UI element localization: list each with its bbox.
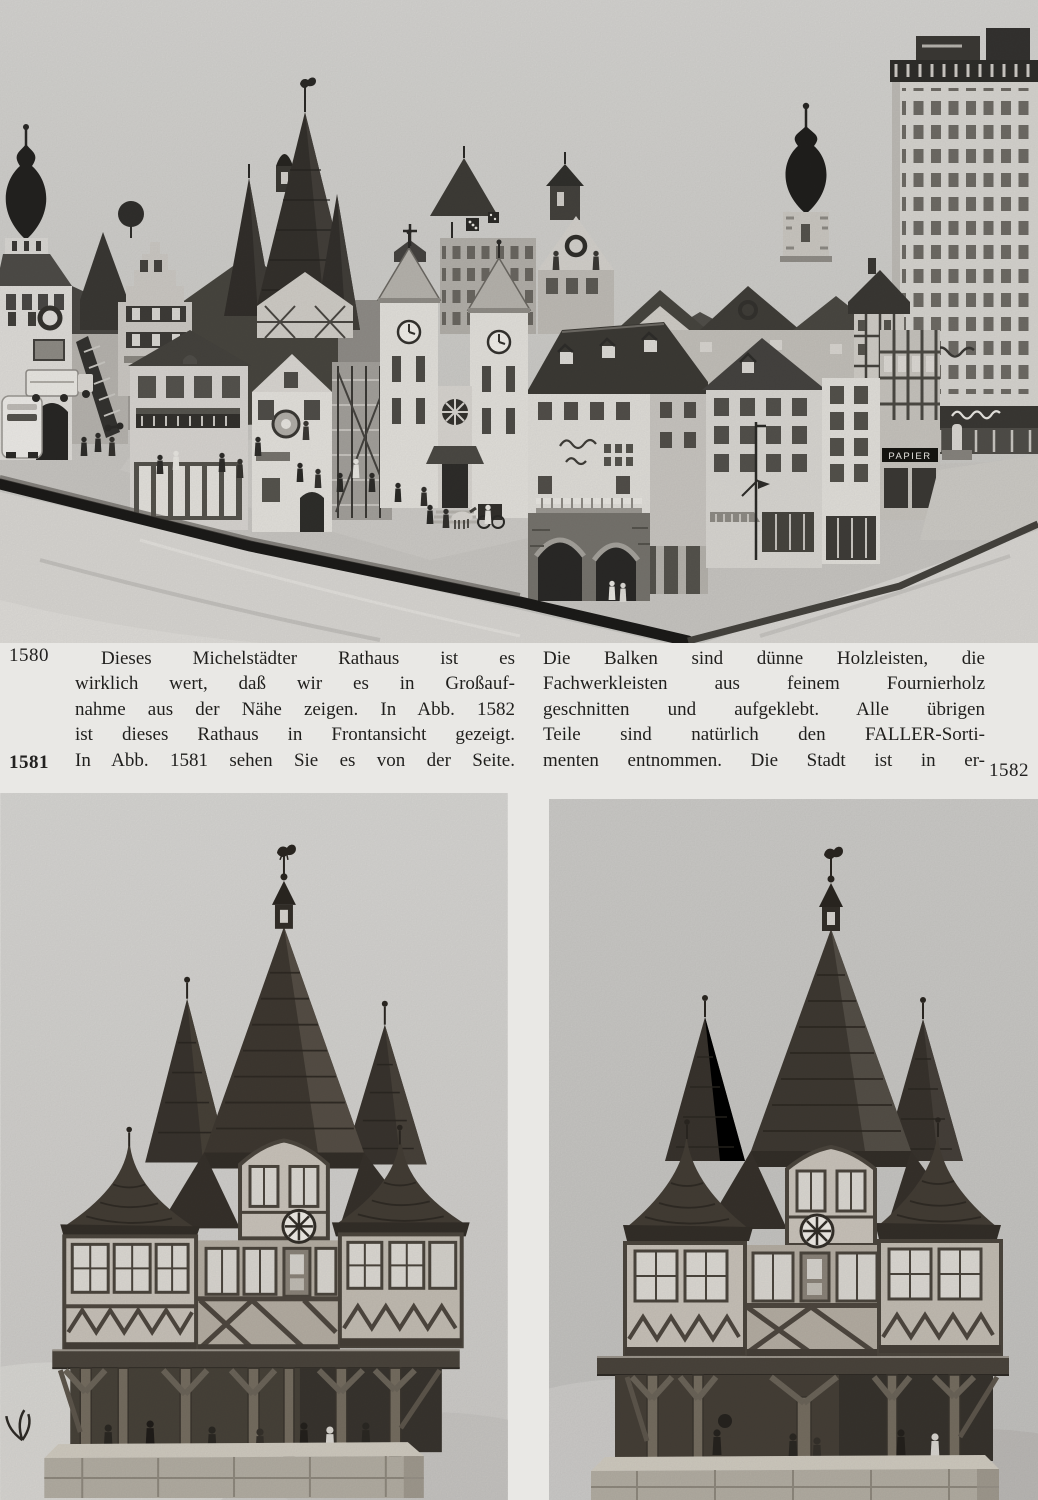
rathaus-side-view [0,793,508,1500]
figure-label-1582: 1582 [989,760,1029,781]
caption-line: Fachwerkleisten aus feinem Fournierholz [543,673,985,695]
caption-line: wirklich wert, daß wir es in Großauf- [75,673,515,695]
caption-right-column [543,646,985,773]
caption-line: Die Balken sind dünne Holzleisten, die [543,648,985,669]
figure-label-1581: 1581 [9,752,49,773]
caption-line: Dieses Michelstädter Rathaus ist es [101,648,515,669]
papier-sign-text: PAPIER [888,451,932,462]
model-town-scene [0,0,1038,643]
caption-line: ist dieses Rathaus in Frontansicht gezeigt. [75,724,515,746]
caption-line: geschnitten und aufgeklebt. Alle übrigen [543,698,985,720]
caption-line: Teile sind natürlich den FALLER-Sorti- [543,724,985,746]
figure-1580-photo [0,0,1038,643]
caption-left-column [75,646,515,773]
photo-grain [549,799,1038,1500]
rathaus-front-view [549,799,1038,1500]
figure-1581-photo [0,793,508,1500]
figure-1582-photo [549,799,1038,1500]
photo-grain [0,793,507,1500]
caption-line: menten entnommen. Die Stadt ist in er- [543,749,985,771]
figure-label-1580: 1580 [9,645,49,666]
caption-line: nahme aus der Nähe zeigen. In Abb. 1582 [75,698,515,720]
caption-line: In Abb. 1581 sehen Sie es von der Seite. [75,749,515,771]
photo-grain [0,0,1038,643]
